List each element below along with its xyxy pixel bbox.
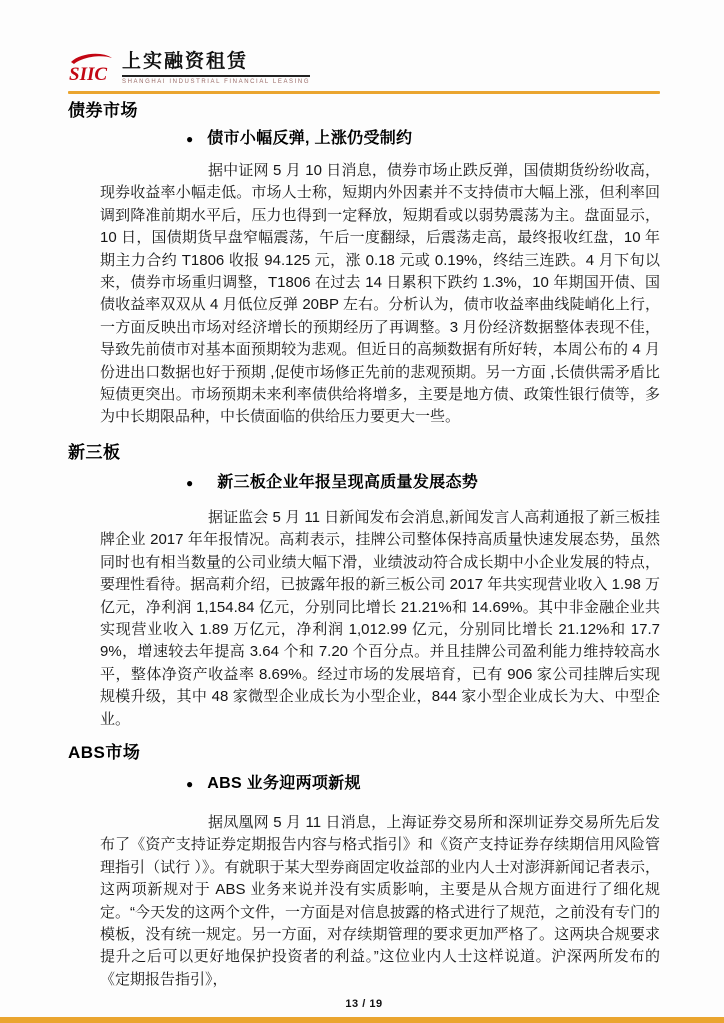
bullet-title-abs: ABS 业务迎两项新规 [207, 774, 361, 792]
bullet-icon: ● [186, 475, 194, 490]
header-rule [68, 91, 660, 94]
company-name-en: SHANGHAI INDUSTRIAL FINANCIAL LEASING [122, 79, 311, 85]
logo-text-block [122, 44, 310, 85]
bullet-icon: ● [186, 132, 194, 146]
footer-bar [0, 1017, 724, 1023]
paragraph-neeq: 据证监会 5 月 11 日新闻发布会消息,新闻发言人高莉通报了新三板挂牌企业 2017 年年报情况。高莉表示，挂牌公司整体保持高质量快速发展态势，虽然同时也有相当数量的公司业绩大幅下滑，业绩波动符合成长期中小企业发展的特点，要理性看待。据高莉介绍，已披露年报的新三板公司 2017 年共实现营业收入 1.98 万亿元，净利润 1,154.84 亿元，分别同比增长 21.21%和 14.69%。其中非金融企业共实现营业收入 1.89 万亿元，净利润 1,012.99 亿元，分别同比增长 21.12%和 17.79%，增速较去年提高 3.64 个和 7.20 个百分点。并且挂牌公司盈利能力维持较高水平，整体净资产收益率 8.69%。经过市场的发展培育，已有 906 家公司挂牌后实现规模升级，其中 48 家微型企业成长为小型企业，844 家小型企业成长为大、中型企业。 [100, 508, 660, 728]
bullet-item-bond [68, 129, 660, 149]
section-heading-neeq: 新三板 [68, 442, 121, 462]
paragraph-bond-market: 据中证网 5 月 10 日消息，债券市场止跌反弹，国债期货纷纷收高，现券收益率小幅走低。市场人士称，短期内外因素并不支持债市大幅上涨，但利率回调到降准前期水平后，压力也得到一定释放，短期看或以弱势震荡为主。盘面显示，10 日，国债期货早盘窄幅震荡，午后一度翻绿，后震荡走高，最终报收红盘，10 年期主力合约 T1806 收报 94.125 元，涨 0.18 元或 0.19%，终结三连跌。4 月下旬以来，债券市场重归调整，T1806 在过去 14 日累积下跌约 1.3%，10 年期国开债、国债收益率双双从 4 月低位反弹 20BP 左右。分析认为，债市收益率曲线陡峭化上行，一方面反映出市场对经济增长的预期经历了再调整。3 月份经济数据整体表现不佳，导致先前债市对基本面预期较为悲观。但近日的高频数据有所好转，本周公布的 4 月份进出口数据也好于预期 ,促使市场修正先前的悲观预期。另一方面 ,长债供需矛盾比短债更突出。市场预期未来利率债供给将增多，主要是地方债、政策性银行债等，多为中长期限品种，中长债面临的供给压力要更大一些。 [100, 162, 660, 426]
section-heading-abs: ABS市场 [68, 742, 141, 762]
company-logo [68, 44, 660, 88]
bullet-title-bond: 债市小幅反弹, 上涨仍受制约 [207, 130, 413, 147]
bullet-title-neeq: 新三板企业年报呈现高质量发展态势 [217, 473, 479, 491]
bullet-item-neeq [68, 473, 660, 493]
bullet-icon: ● [186, 776, 194, 791]
page-number: 13 / 19 [345, 998, 383, 1011]
section-heading-bond-market: 债券市场 [68, 101, 138, 120]
company-name-cn: 上实融资租赁 [122, 50, 310, 77]
svg-text:SIIC: SIIC [69, 64, 108, 85]
paragraph-abs: 据凤凰网 5 月 11 日消息，上海证券交易所和深圳证券交易所先后发布了《资产支持证券定期报告内容与格式指引》和《资产支持证券存续期信用风险管理指引（试行 ）》。有就职于某大型券商固定收益部的业内人士对澎湃新闻记者表示，这两项新规对于 ABS 业务来说并没有实质影响，主要是从合规方面进行了细化规定。“今天发的这两个文件，一方面是对信息披露的格式进行了规范，之前没有专门的模板，没有统一规定。另一方面，对存续期管理的要求更加严格了。这两块合规要求提升之后可以更好地保护投资者的利益。”这位业内人士这样说道。沪深两所发布的《定期报告指引》， [100, 813, 660, 988]
siic-logo-icon [68, 52, 114, 86]
bullet-item-abs [68, 774, 660, 794]
